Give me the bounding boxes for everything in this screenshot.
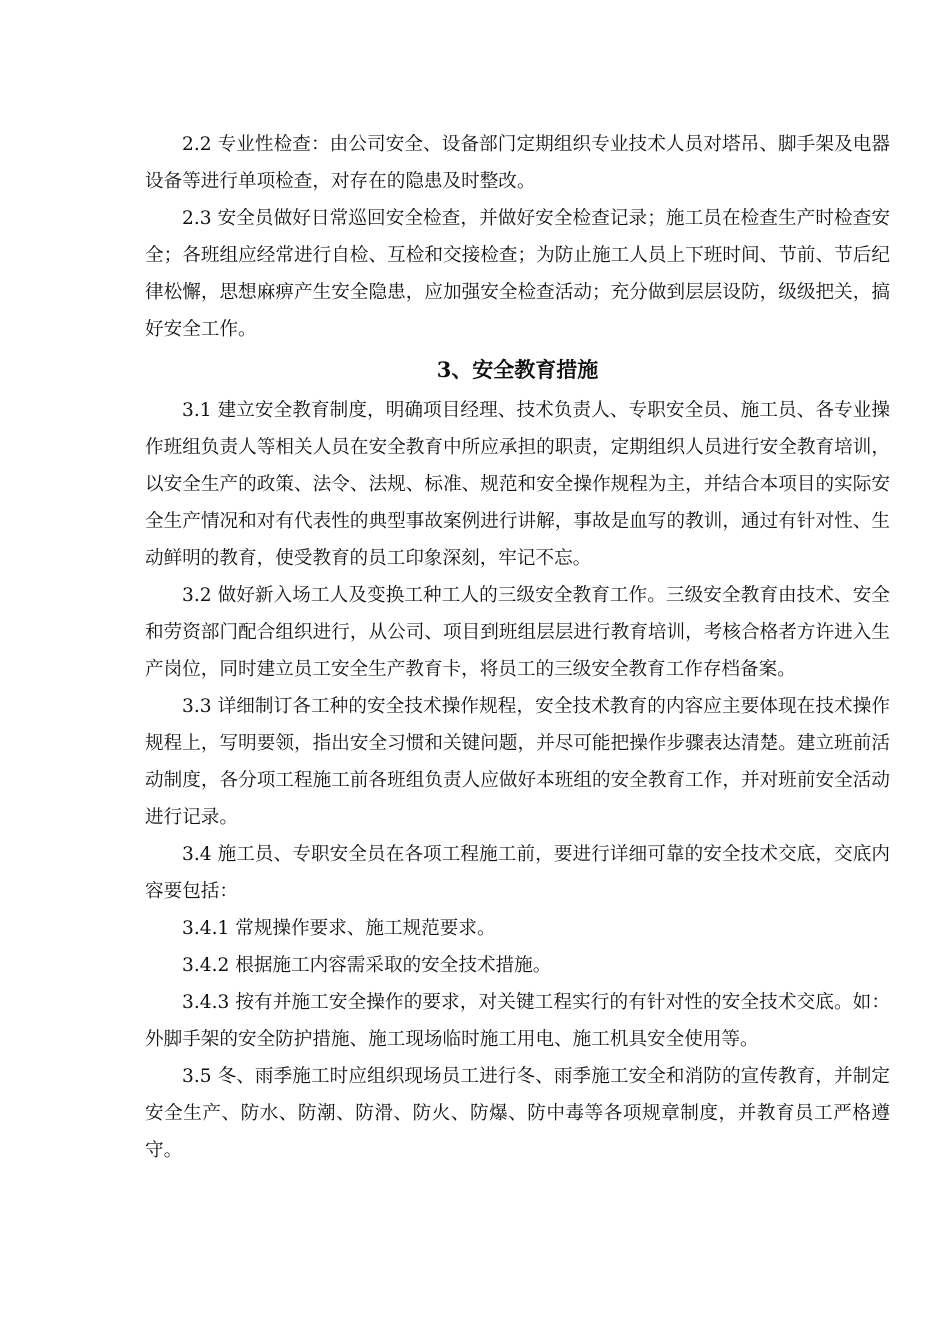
paragraph-3-1: 3.1 建立安全教育制度，明确项目经理、技术负责人、专职安全员、施工员、各专业操作班组负责人等相关人员在安全教育中所应承担的职责，定期组织人员进行安全教育培训，以安全生产的政策、法令、法规、标准、规范和安全操作规程为主，并结合本项目的实际安全生产情况和对有代表性的典型事故案例进行讲解，事故是血写的教训，通过有针对性、生动鲜明的教育，使受教育的员工印象深刻，牢记不忘。 <box>145 400 890 569</box>
section-heading <box>145 348 890 392</box>
section-number: 3 <box>436 357 452 382</box>
paragraph-2-2: 2.2 专业性检查：由公司安全、设备部门定期组织专业技术人员对塔吊、脚手架及电器设备等进行单项检查，对存在的隐患及时整改。 <box>145 134 890 192</box>
document-page <box>145 126 890 1169</box>
paragraph-3-4-1: 3.4.1 常规操作要求、施工规范要求。 <box>182 918 496 939</box>
paragraph-3-4-2: 3.4.2 根据施工内容需采取的安全技术措施。 <box>182 955 552 976</box>
paragraph-3-3: 3.3 详细制订各工种的安全技术操作规程，安全技术教育的内容应主要体现在技术操作规程上，写明要领，指出安全习惯和关键问题，并尽可能把操作步骤表达清楚。建立班前活动制度，各分项工程施工前各班组负责人应做好本班组的安全教育工作，并对班前安全活动进行记录。 <box>145 696 890 828</box>
paragraph-3-4: 3.4 施工员、专职安全员在各项工程施工前，要进行详细可靠的安全技术交底，交底内容要包括： <box>145 844 890 902</box>
paragraph-3-2: 3.2 做好新入场工人及变换工种工人的三级安全教育工作。三级安全教育由技术、安全和劳资部门配合组织进行，从公司、项目到班组层层进行教育培训，考核合格者方许进入生产岗位，同时建立员工安全生产教育卡，将员工的三级安全教育工作存档备案。 <box>145 585 890 680</box>
paragraph-3-4-3: 3.4.3 按有并施工安全操作的要求，对关键工程实行的有针对性的安全技术交底。如：外脚手架的安全防护措施、施工现场临时施工用电、施工机具安全使用等。 <box>145 992 890 1050</box>
section-title-text: 、安全教育措施 <box>451 357 599 382</box>
paragraph-2-3: 2.3 安全员做好日常巡回安全检查，并做好安全检查记录；施工员在检查生产时检查安全；各班组应经常进行自检、互检和交接检查；为防止施工人员上下班时间、节前、节后纪律松懈，思想麻痹产生安全隐患，应加强安全检查活动；充分做到层层设防，级级把关，搞好安全工作。 <box>145 208 890 340</box>
paragraph-3-5: 3.5 冬、雨季施工时应组织现场员工进行冬、雨季施工安全和消防的宣传教育，并制定安全生产、防水、防潮、防滑、防火、防爆、防中毒等各项规章制度，并教育员工严格遵守。 <box>145 1066 890 1161</box>
